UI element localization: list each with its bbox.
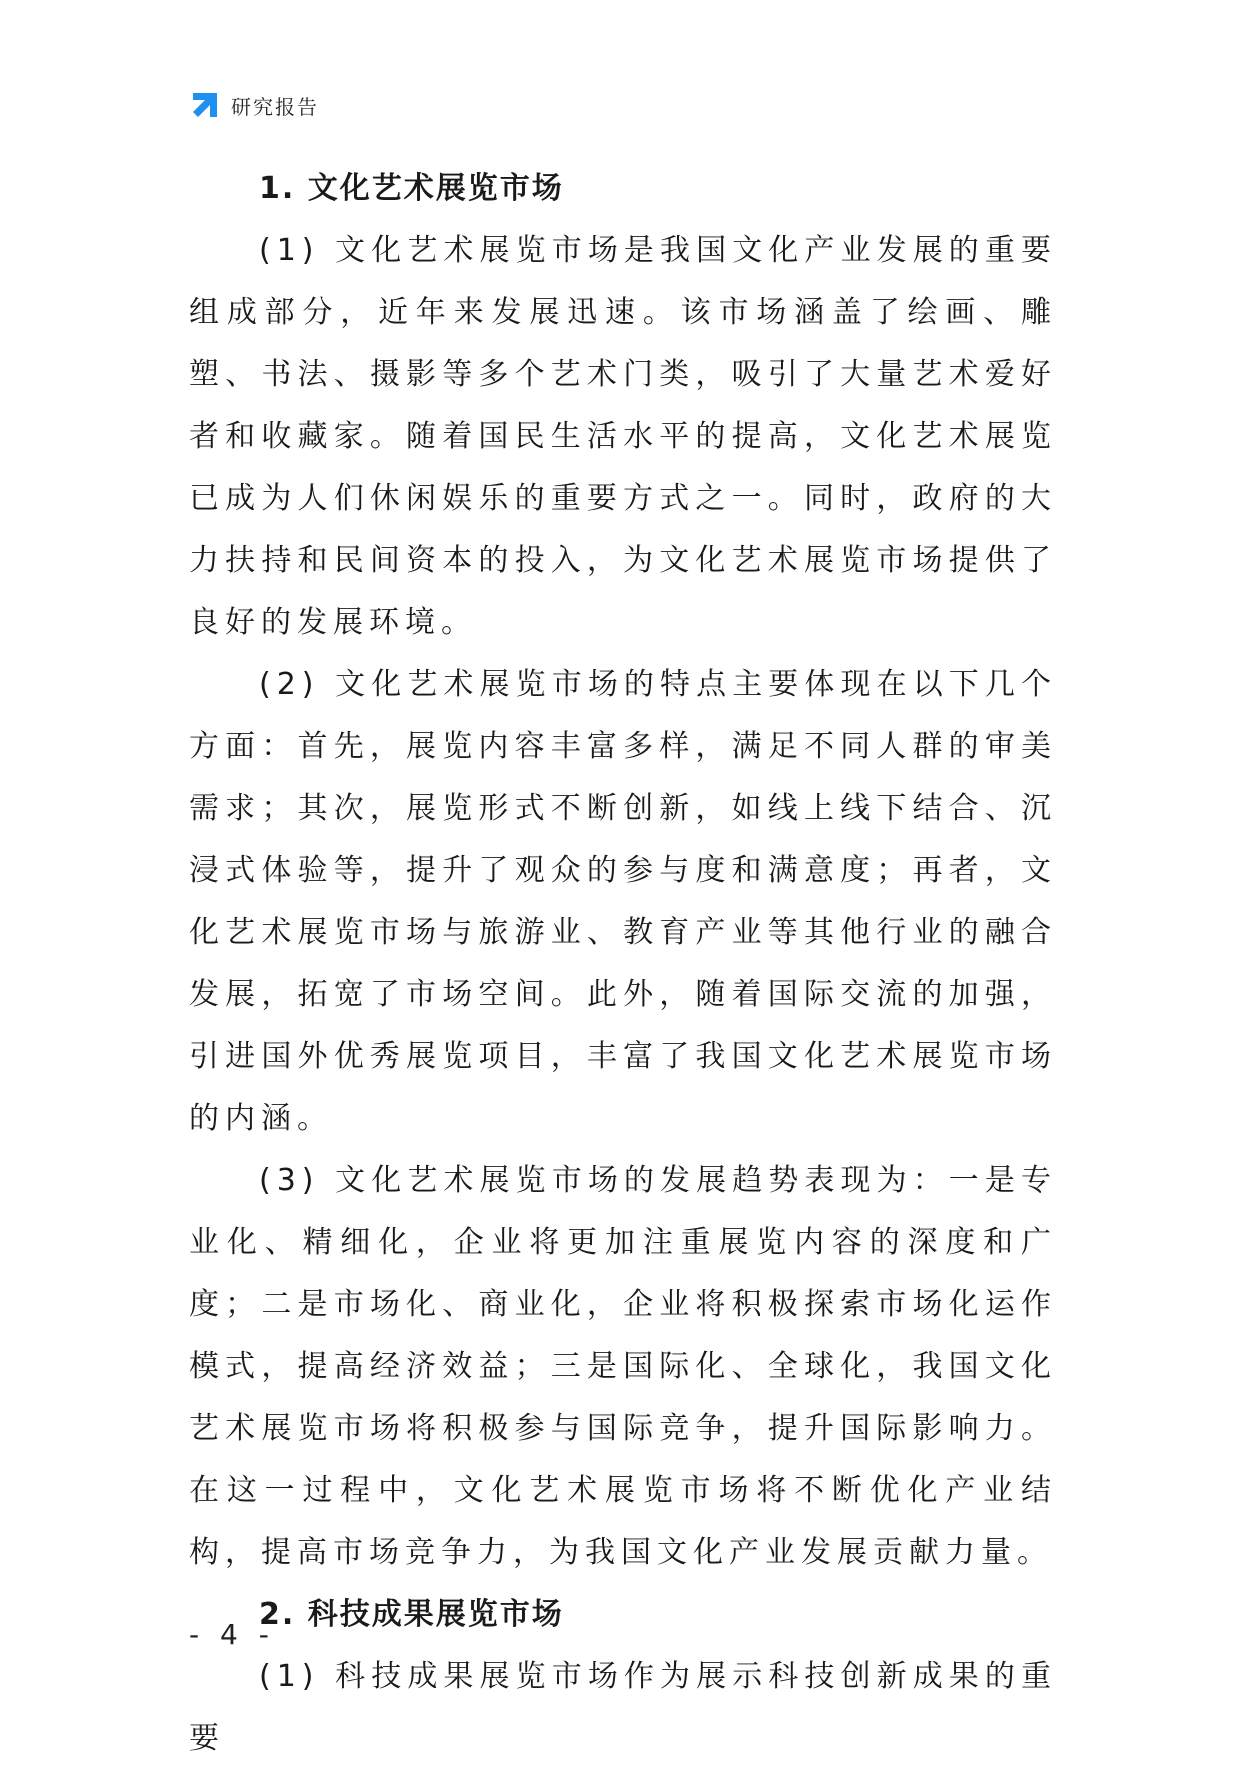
arrow-up-right-icon [189,89,221,121]
body-paragraph: (1) 文化艺术展览市场是我国文化产业发展的重要组成部分，近年来发展迅速。该市场涵盖了绘画、雕塑、书法、摄影等多个艺术门类，吸引了大量艺术爱好者和收藏家。随着国民生活水平的提高，文化艺术展览已成为人们休闲娱乐的重要方式之一。同时，政府的大力扶持和民间资本的投入，为文化艺术展览市场提供了良好的发展环境。 [189,233,1057,640]
header-title: 研究报告 [231,94,319,119]
body-paragraph: (3) 文化艺术展览市场的发展趋势表现为：一是专业化、精细化，企业将更加注重展览内容的深度和广度；二是市场化、商业化，企业将积极探索市场化运作模式，提高经济效益；三是国际化、全球化，我国文化艺术展览市场将积极参与国际竞争，提升国际影响力。在这一过程中，文化艺术展览市场将不断优化产业结构，提高市场竞争力，为我国文化产业发展贡献力量。 [189,1163,1057,1570]
body-paragraph: (2) 文化艺术展览市场的特点主要体现在以下几个方面：首先，展览内容丰富多样，满足不同人群的审美需求；其次，展览形式不断创新，如线上线下结合、沉浸式体验等，提升了观众的参与度和满意度；再者，文化艺术展览市场与旅游业、教育产业等其他行业的融合发展，拓宽了市场空间。此外，随着国际交流的加强，引进国外优秀展览项目，丰富了我国文化艺术展览市场的内涵。 [189,667,1057,1136]
document-body [189,158,1057,1770]
report-header [189,88,319,122]
body-paragraph: (1) 科技成果展览市场作为展示科技创新成果的重要 [189,1659,1057,1756]
section-heading: 2. 科技成果展览市场 [259,1597,564,1632]
page-number: - 4 - [189,1618,275,1651]
section-heading: 1. 文化艺术展览市场 [259,171,564,206]
